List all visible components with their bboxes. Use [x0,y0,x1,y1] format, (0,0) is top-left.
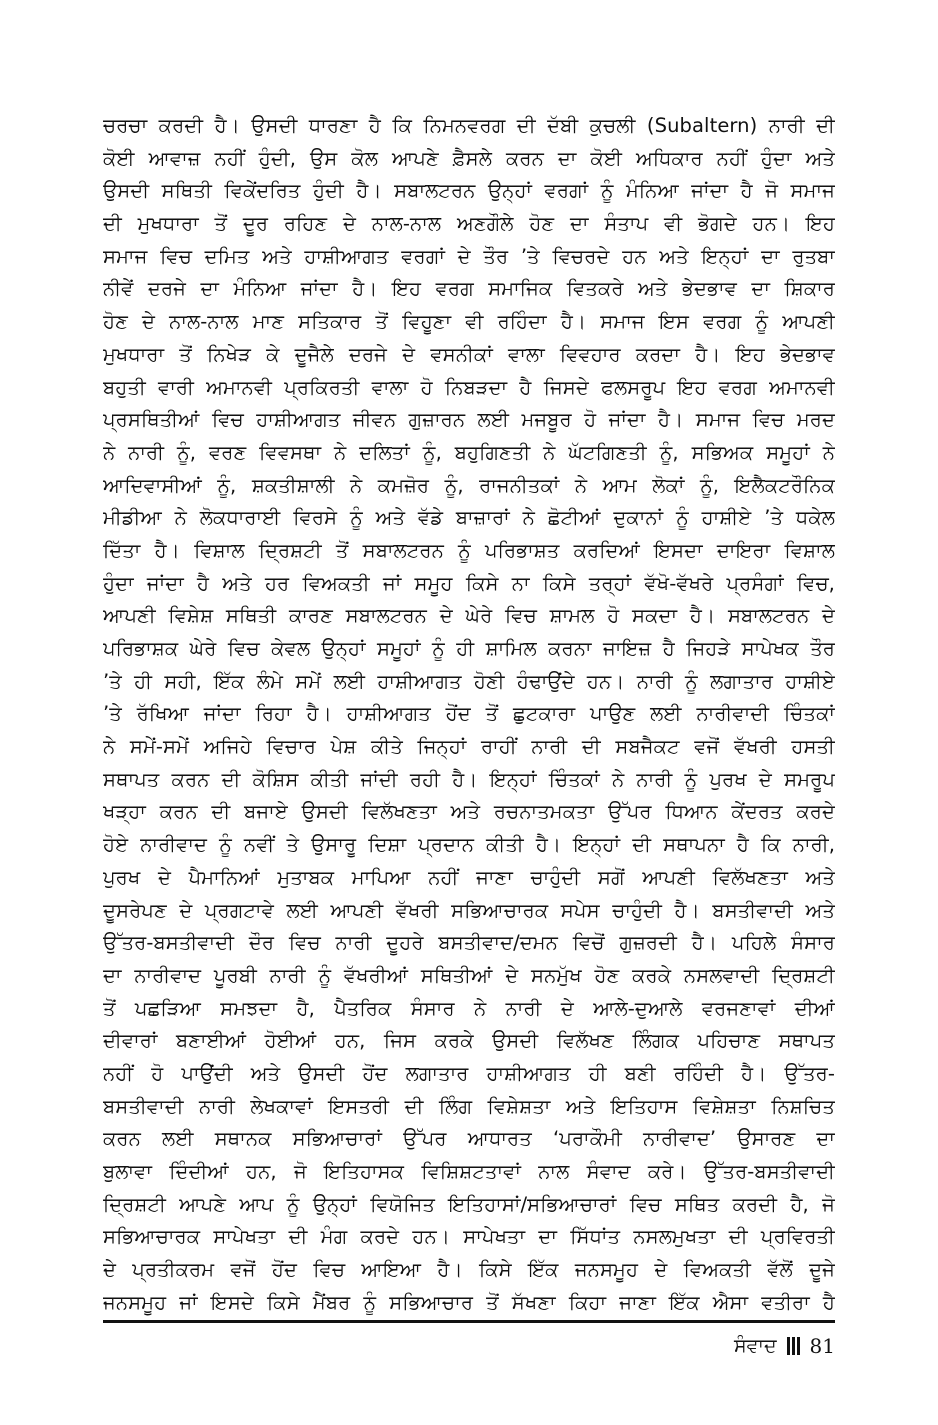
text-line: ਉਸਦੀ ਸਥਿਤੀ ਵਿਕੇਂਦਰਿਤ ਹੁੰਦੀ ਹੈ। ਸਬਾਲਟਰਨ ਉਨ੍ਹਾਂ ਵਰਗਾਂ ਨੂੰ ਮੰਨਿਆ ਜਾਂਦਾ ਹੈ ਜੋ ਸਮਾਜ [103,179,835,203]
text-line: ਚਰਚਾ ਕਰਦੀ ਹੈ। ਉਸਦੀ ਧਾਰਣਾ ਹੈ ਕਿ ਨਿਮਨਵਰਗ ਦੀ ਦੱਬੀ ਕੁਚਲੀ (Subaltern) ਨਾਰੀ ਦੀ [103,114,835,137]
text-line: ਹੋਏ ਨਾਰੀਵਾਦ ਨੂੰ ਨਵੀਂ ਤੇ ਉਸਾਰੂ ਦਿਸ਼ਾ ਪ੍ਰਦਾਨ ਕੀਤੀ ਹੈ। ਇਨ੍ਹਾਂ ਦੀ ਸਥਾਪਨਾ ਹੈ ਕਿ ਨਾਰੀ, [103,833,835,857]
text-line: ਨੀਵੇਂ ਦਰਜੇ ਦਾ ਮੰਨਿਆ ਜਾਂਦਾ ਹੈ। ਇਹ ਵਰਗ ਸਮਾਜਿਕ ਵਿਤਕਰੇ ਅਤੇ ਭੇਦਭਾਵ ਦਾ ਸ਼ਿਕਾਰ [103,277,835,301]
text-line: ਆਪਣੀ ਵਿਸ਼ੇਸ਼ ਸਥਿਤੀ ਕਾਰਣ ਸਬਾਲਟਰਨ ਦੇ ਘੇਰੇ ਵਿਚ ਸ਼ਾਮਲ ਹੋ ਸਕਦਾ ਹੈ। ਸਬਾਲਟਰਨ ਦੇ [103,604,835,628]
text-line: ਹੋਣ ਦੇ ਨਾਲ-ਨਾਲ ਮਾਣ ਸਤਿਕਾਰ ਤੋਂ ਵਿਹੂਣਾ ਵੀ ਰਹਿੰਦਾ ਹੈ। ਸਮਾਜ ਇਸ ਵਰਗ ਨੂੰ ਆਪਣੀ [103,310,835,334]
text-line: ’ਤੇ ਹੀ ਸਹੀ, ਇੱਕ ਲੰਮੇ ਸਮੇਂ ਲਈ ਹਾਸ਼ੀਆਗਤ ਹੋਣੀ ਹੰਢਾਉਂਦੇ ਹਨ। ਨਾਰੀ ਨੂੰ ਲਗਾਤਾਰ ਹਾਸ਼ੀਏ [103,669,835,693]
text-line: ਦੀ ਮੁਖਧਾਰਾ ਤੋਂ ਦੂਰ ਰਹਿਣ ਦੇ ਨਾਲ-ਨਾਲ ਅਣਗੌਲੇ ਹੋਣ ਦਾ ਸੰਤਾਪ ਵੀ ਭੋਗਦੇ ਹਨ। ਇਹ [103,212,835,236]
text-line: ਦਿੱਤਾ ਹੈ। ਵਿਸ਼ਾਲ ਦ੍ਰਿਸ਼ਟੀ ਤੋਂ ਸਬਾਲਟਰਨ ਨੂੰ ਪਰਿਭਾਸ਼ਤ ਕਰਦਿਆਂ ਇਸਦਾ ਦਾਇਰਾ ਵਿਸ਼ਾਲ [103,538,835,562]
text-line: ਸਮਾਜ ਵਿਚ ਦਮਿਤ ਅਤੇ ਹਾਸ਼ੀਆਗਤ ਵਰਗਾਂ ਦੇ ਤੌਰ ’ਤੇ ਵਿਚਰਦੇ ਹਨ ਅਤੇ ਇਨ੍ਹਾਂ ਦਾ ਰੁਤਬਾ [103,244,835,268]
text-line: ਦੂਸਰੇਪਣ ਦੇ ਪ੍ਰਗਟਾਵੇ ਲਈ ਆਪਣੀ ਵੱਖਰੀ ਸਭਿਆਚਾਰਕ ਸਪੇਸ ਚਾਹੁੰਦੀ ਹੈ। ਬਸਤੀਵਾਦੀ ਅਤੇ [103,898,835,922]
text-line: ਦਾ ਨਾਰੀਵਾਦ ਪੂਰਬੀ ਨਾਰੀ ਨੂੰ ਵੱਖਰੀਆਂ ਸਥਿਤੀਆਂ ਦੇ ਸਨਮੁੱਖ ਹੋਣ ਕਰਕੇ ਨਸਲਵਾਦੀ ਦ੍ਰਿਸ਼ਟੀ [103,963,835,987]
text-line: ਜਨਸਮੂਹ ਜਾਂ ਇਸਦੇ ਕਿਸੇ ਮੈਂਬਰ ਨੂੰ ਸਭਿਆਚਾਰ ਤੋਂ ਸੱਖਣਾ ਕਿਹਾ ਜਾਣਾ ਇੱਕ ਐਸਾ ਵਤੀਰਾ ਹੈ [103,1290,835,1314]
text-line: ’ਤੇ ਰੱਖਿਆ ਜਾਂਦਾ ਰਿਹਾ ਹੈ। ਹਾਸ਼ੀਆਗਤ ਹੋਂਦ ਤੋਂ ਛੁਟਕਾਰਾ ਪਾਉਣ ਲਈ ਨਾਰੀਵਾਦੀ ਚਿੰਤਕਾਂ [103,702,835,726]
text-line: ਕਰਨ ਲਈ ਸਥਾਨਕ ਸਭਿਆਚਾਰਾਂ ਉੱਪਰ ਆਧਾਰਤ ‘ਪਰਾਕੌਮੀ ਨਾਰੀਵਾਦ’ ਉਸਾਰਣ ਦਾ [103,1127,835,1151]
text-line: ਸਭਿਆਚਾਰਕ ਸਾਪੇਖਤਾ ਦੀ ਮੰਗ ਕਰਦੇ ਹਨ। ਸਾਪੇਖਤਾ ਦਾ ਸਿੱਧਾਂਤ ਨਸਲਮੁਖਤਾ ਦੀ ਪ੍ਰਵਿਰਤੀ [103,1225,835,1249]
text-line: ਤੋਂ ਪਛੜਿਆ ਸਮਝਦਾ ਹੈ, ਪੈਤਰਿਕ ਸੰਸਾਰ ਨੇ ਨਾਰੀ ਦੇ ਆਲੇ-ਦੁਆਲੇ ਵਰਜਣਾਵਾਂ ਦੀਆਂ [103,996,835,1020]
footer-rule [103,1320,835,1323]
text-line: ਮੀਡੀਆ ਨੇ ਲੋਕਧਾਰਾਈ ਵਿਰਸੇ ਨੂੰ ਅਤੇ ਵੱਡੇ ਬਾਜ਼ਾਰਾਂ ਨੇ ਛੋਟੀਆਂ ਦੁਕਾਨਾਂ ਨੂੰ ਹਾਸ਼ੀਏ ’ਤੇ ਧਕੇਲ [103,506,835,530]
text-line: ਮੁਖਧਾਰਾ ਤੋਂ ਨਿਖੇੜ ਕੇ ਦੂਜੈਲੇ ਦਰਜੇ ਦੇ ਵਸਨੀਕਾਂ ਵਾਲਾ ਵਿਵਹਾਰ ਕਰਦਾ ਹੈ। ਇਹ ਭੇਦਭਾਵ [103,342,835,366]
journal-name: ਸੰਵਾਦ [733,1335,777,1357]
text-line: ਦੇ ਪ੍ਰਤੀਕਰਮ ਵਜੋਂ ਹੋਂਦ ਵਿਚ ਆਇਆ ਹੈ। ਕਿਸੇ ਇੱਕ ਜਨਸਮੂਹ ਦੇ ਵਿਅਕਤੀ ਵੱਲੋਂ ਦੂਜੇ [103,1258,835,1282]
text-line: ਪਰਿਭਾਸ਼ਕ ਘੇਰੇ ਵਿਚ ਕੇਵਲ ਉਨ੍ਹਾਂ ਸਮੂਹਾਂ ਨੂੰ ਹੀ ਸ਼ਾਮਿਲ ਕਰਨਾ ਜਾਇਜ਼ ਹੈ ਜਿਹੜੇ ਸਾਪੇਖਕ ਤੌਰ [103,637,835,660]
text-line: ਨਹੀਂ ਹੋ ਪਾਉਂਦੀ ਅਤੇ ਉਸਦੀ ਹੋਂਦ ਲਗਾਤਾਰ ਹਾਸ਼ੀਆਗਤ ਹੀ ਬਣੀ ਰਹਿੰਦੀ ਹੈ। ਉੱਤਰ- [103,1061,835,1085]
text-line: ਪੁਰਖ ਦੇ ਪੈਮਾਨਿਆਂ ਮੁਤਾਬਕ ਮਾਪਿਆ ਨਹੀਂ ਜਾਣਾ ਚਾਹੁੰਦੀ ਸਗੋਂ ਆਪਣੀ ਵਿਲੱਖਣਤਾ ਅਤੇ [103,865,835,889]
text-line: ਕੋਈ ਆਵਾਜ਼ ਨਹੀਂ ਹੁੰਦੀ, ਉਸ ਕੋਲ ਆਪਣੇ ਫ਼ੈਸਲੇ ਕਰਨ ਦਾ ਕੋਈ ਅਧਿਕਾਰ ਨਹੀਂ ਹੁੰਦਾ ਅਤੇ [103,146,835,170]
text-line: ਬੁਲਾਵਾ ਦਿੰਦੀਆਂ ਹਨ, ਜੋ ਇਤਿਹਾਸਕ ਵਿਸ਼ਿਸ਼ਟਤਾਵਾਂ ਨਾਲ ਸੰਵਾਦ ਕਰੇ। ਉੱਤਰ-ਬਸਤੀਵਾਦੀ [103,1160,835,1183]
page-number: 81 [809,1334,835,1358]
text-line: ਹੁੰਦਾ ਜਾਂਦਾ ਹੈ ਅਤੇ ਹਰ ਵਿਅਕਤੀ ਜਾਂ ਸਮੂਹ ਕਿਸੇ ਨਾ ਕਿਸੇ ਤਰ੍ਹਾਂ ਵੱਖੋ-ਵੱਖਰੇ ਪ੍ਰਸੰਗਾਂ ਵਿਚ, [103,571,835,595]
text-line: ਬਸਤੀਵਾਦੀ ਨਾਰੀ ਲੇਖਕਾਵਾਂ ਇਸਤਰੀ ਦੀ ਲਿੰਗ ਵਿਸ਼ੇਸ਼ਤਾ ਅਤੇ ਇਤਿਹਾਸ ਵਿਸ਼ੇਸ਼ਤਾ ਨਿਸ਼ਚਿਤ [103,1094,835,1118]
page-footer [734,1332,835,1360]
footer-separator-bars [787,1337,800,1355]
text-line: ਖੜ੍ਹਾ ਕਰਨ ਦੀ ਬਜਾਏ ਉਸਦੀ ਵਿਲੱਖਣਤਾ ਅਤੇ ਰਚਨਾਤਮਕਤਾ ਉੱਪਰ ਧਿਆਨ ਕੇਂਦਰਤ ਕਰਦੇ [103,800,835,824]
text-line: ਆਦਿਵਾਸੀਆਂ ਨੂੰ, ਸ਼ਕਤੀਸ਼ਾਲੀ ਨੇ ਕਮਜ਼ੋਰ ਨੂੰ, ਰਾਜਨੀਤਕਾਂ ਨੇ ਆਮ ਲੋਕਾਂ ਨੂੰ, ਇਲੈਕਟਰੌਨਿਕ [103,473,835,497]
text-line: ਨੇ ਸਮੇਂ-ਸਮੇਂ ਅਜਿਹੇ ਵਿਚਾਰ ਪੇਸ਼ ਕੀਤੇ ਜਿਨ੍ਹਾਂ ਰਾਹੀਂ ਨਾਰੀ ਦੀ ਸਬਜੈਕਟ ਵਜੋਂ ਵੱਖਰੀ ਹਸਤੀ [103,735,835,759]
text-line: ਉੱਤਰ-ਬਸਤੀਵਾਦੀ ਦੌਰ ਵਿਚ ਨਾਰੀ ਦੂਹਰੇ ਬਸਤੀਵਾਦ/ਦਮਨ ਵਿਚੋਂ ਗੁਜ਼ਰਦੀ ਹੈ। ਪਹਿਲੇ ਸੰਸਾਰ [103,931,835,955]
text-line: ਪ੍ਰਸਥਿਤੀਆਂ ਵਿਚ ਹਾਸ਼ੀਆਗਤ ਜੀਵਨ ਗੁਜ਼ਾਰਨ ਲਈ ਮਜਬੂਰ ਹੋ ਜਾਂਦਾ ਹੈ। ਸਮਾਜ ਵਿਚ ਮਰਦ [103,408,835,432]
text-line: ਦ੍ਰਿਸ਼ਟੀ ਆਪਣੇ ਆਪ ਨੂੰ ਉਨ੍ਹਾਂ ਵਿਯੋਜਿਤ ਇਤਿਹਾਸਾਂ/ਸਭਿਆਚਾਰਾਂ ਵਿਚ ਸਥਿਤ ਕਰਦੀ ਹੈ, ਜੋ [103,1192,835,1216]
text-line: ਬਹੁਤੀ ਵਾਰੀ ਅਮਾਨਵੀ ਪ੍ਰਕਿਰਤੀ ਵਾਲਾ ਹੋ ਨਿਬੜਦਾ ਹੈ ਜਿਸਦੇ ਫਲਸਰੂਪ ਇਹ ਵਰਗ ਅਮਾਨਵੀ [103,375,835,399]
body-text [103,110,835,1319]
text-line: ਨੇ ਨਾਰੀ ਨੂੰ, ਵਰਣ ਵਿਵਸਥਾ ਨੇ ਦਲਿਤਾਂ ਨੂੰ, ਬਹੁਗਿਣਤੀ ਨੇ ਘੱਟਗਿਣਤੀ ਨੂੰ, ਸਭਿਅਕ ਸਮੂਹਾਂ ਨੇ [103,440,835,464]
text-line: ਦੀਵਾਰਾਂ ਬਣਾਈਆਂ ਹੋਈਆਂ ਹਨ, ਜਿਸ ਕਰਕੇ ਉਸਦੀ ਵਿਲੱਖਣ ਲਿੰਗਕ ਪਹਿਚਾਣ ਸਥਾਪਤ [103,1029,835,1053]
text-line: ਸਥਾਪਤ ਕਰਨ ਦੀ ਕੋਸ਼ਿਸ ਕੀਤੀ ਜਾਂਦੀ ਰਹੀ ਹੈ। ਇਨ੍ਹਾਂ ਚਿੰਤਕਾਂ ਨੇ ਨਾਰੀ ਨੂੰ ਪੁਰਖ ਦੇ ਸਮਰੂਪ [103,767,835,791]
